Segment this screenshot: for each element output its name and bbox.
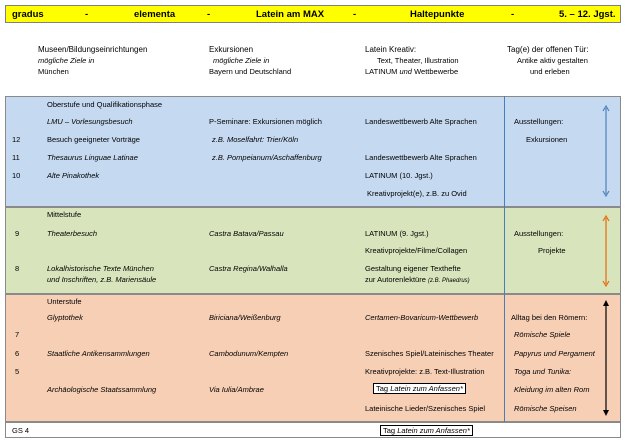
double-arrow-icon xyxy=(600,104,612,198)
header-latein-kreativ-sub1: Text, Theater, Illustration xyxy=(377,56,459,65)
header-tag-sub2: und erleben xyxy=(530,67,570,76)
mittelstufe-heading: Mittelstufe xyxy=(47,210,82,219)
oberstufe-col2-item-1: P-Seminare: Exkursionen möglich xyxy=(209,117,322,126)
oberstufe-col3-item-3: LATINUM (10. Jgst.) xyxy=(365,171,433,180)
mittelstufe-col4-item-2: Projekte xyxy=(538,246,566,255)
unterstufe-col1-item-1: Glyptothek xyxy=(47,313,83,322)
header-museen-sub1: mögliche Ziele in xyxy=(38,56,95,65)
oberstufe-col3-item-1: Landeswettbewerb Alte Sprachen xyxy=(365,117,477,126)
header-tag-sub1: Antike aktiv gestalten xyxy=(517,56,588,65)
header-exkursionen-sub2: Bayern und Deutschland xyxy=(209,67,292,76)
oberstufe-col4-item-2: Exkursionen xyxy=(526,135,568,144)
mittelstufe-col3-item-1: LATINUM (9. Jgst.) xyxy=(365,229,429,238)
oberstufe-col1-item-4: Alte Pinakothek xyxy=(47,171,100,180)
mittelstufe-col1-item-2: Lokalhistorische Texte München xyxy=(47,264,154,273)
mittelstufe-col3-item-3: Gestaltung eigener Texthefte xyxy=(365,264,461,273)
oberstufe-col4-item-1: Ausstellungen: xyxy=(514,117,564,126)
column-separator-oberstufe xyxy=(504,96,505,207)
title-dash-1: - xyxy=(85,9,89,20)
unterstufe-col3-item-5: Lateinische Lieder/Szenisches Spiel xyxy=(365,404,486,413)
title-dash-2: - xyxy=(207,9,211,20)
title-dash-4: - xyxy=(511,9,515,20)
column-separator-mittelstufe xyxy=(504,207,505,294)
oberstufe-col1-item-1: LMU – Vorlesungsbesuch xyxy=(47,117,133,126)
unterstufe-col3-item-1: Certamen-Bovaricum-Wettbewerb xyxy=(365,313,479,322)
unterstufe-grade-5: 5 xyxy=(15,367,20,376)
oberstufe-col1-item-2: Besuch geeigneter Vorträge xyxy=(47,135,140,144)
header-museen-sub2: München xyxy=(38,67,69,76)
unterstufe-col4-item-5: Kleidung im alten Rom xyxy=(514,385,590,394)
title-elementa: elementa xyxy=(134,9,176,20)
header-museen: Museen/Bildungseinrichtungen xyxy=(38,45,148,54)
unterstufe-col4-item-2: Römische Spiele xyxy=(514,330,571,339)
title-latein-am-max: Latein am MAX xyxy=(256,9,325,20)
mittelstufe-col1-item-3: und Inschriften, z.B. Mariensäule xyxy=(47,275,157,284)
mittelstufe-grade-8: 8 xyxy=(15,264,20,273)
header-latein-kreativ: Latein Kreativ: xyxy=(365,45,417,54)
header-exkursionen-sub1: mögliche Ziele in xyxy=(213,56,270,65)
mittelstufe-col2-item-1: Castra Batava/Passau xyxy=(209,229,284,238)
mittelstufe-col2-item-2: Castra Regina/Walhalla xyxy=(209,264,288,273)
double-arrow-icon xyxy=(600,299,612,417)
mittelstufe-col1-item-1: Theaterbesuch xyxy=(47,229,98,238)
oberstufe-col1-item-3: Thesaurus Linguae Latinae xyxy=(47,153,138,162)
header-tag-offene-tuer: Tag(e) der offenen Tür: xyxy=(507,45,589,54)
oberstufe-grade-12: 12 xyxy=(12,135,21,144)
title-haltepunkte: Haltepunkte xyxy=(410,9,465,20)
title-jgst: 5. – 12. Jgst. xyxy=(559,9,616,20)
band-oberstufe xyxy=(5,96,621,207)
mittelstufe-grade-9: 9 xyxy=(15,229,20,238)
unterstufe-col1-item-3: Archäologische Staatssammlung xyxy=(47,385,157,394)
unterstufe-col3-item-2: Szenisches Spiel/Lateinisches Theater xyxy=(365,349,494,358)
mittelstufe-col3-item-4: zur Autorenlektüre (z.B. Phaedrus) xyxy=(365,275,470,284)
title-dash-3: - xyxy=(353,9,357,20)
mittelstufe-col3-item-2: Kreativprojekte/Filme/Collagen xyxy=(365,246,468,255)
oberstufe-col2-item-3: z.B. Pompeianum/Aschaffenburg xyxy=(212,153,322,162)
unterstufe-col4-item-1: Alltag bei den Römern: xyxy=(511,313,588,322)
unterstufe-col4-item-4: Toga und Tunika: xyxy=(514,367,572,376)
unterstufe-col3-item-3: Kreativprojekte: z.B. Text-Illustration xyxy=(365,367,485,376)
mittelstufe-col4-item-1: Ausstellungen: xyxy=(514,229,564,238)
unterstufe-col2-item-2: Cambodunum/Kempten xyxy=(209,349,289,358)
oberstufe-grade-10: 10 xyxy=(12,171,21,180)
double-arrow-icon xyxy=(600,214,612,288)
unterstufe-grade-6: 6 xyxy=(15,349,20,358)
oberstufe-heading: Oberstufe und Qualifikationsphase xyxy=(47,100,163,109)
header-exkursionen: Exkursionen xyxy=(209,45,254,54)
unterstufe-tag-latein-box: Tag Latein zum Anfassen* xyxy=(373,383,466,394)
footer-code: GS 4 xyxy=(12,426,30,435)
header-latein-kreativ-sub2: LATINUM und Wettbewerbe xyxy=(365,67,459,76)
footer xyxy=(5,422,621,438)
unterstufe-col1-item-2: Staatliche Antikensammlungen xyxy=(47,349,150,358)
footer-tag-latein-box: Tag Latein zum Anfassen* xyxy=(380,425,473,436)
unterstufe-col2-item-1: Biriciana/Weißenburg xyxy=(209,313,281,322)
column-separator-unterstufe xyxy=(504,294,505,422)
unterstufe-col4-item-3: Papyrus und Pergament xyxy=(514,349,595,358)
title-gradus: gradus xyxy=(12,9,44,20)
oberstufe-col3-item-2: Landeswettbewerb Alte Sprachen xyxy=(365,153,477,162)
unterstufe-col2-item-3: Via Iulia/Ambrae xyxy=(209,385,264,394)
oberstufe-col3-item-4: Kreativprojekt(e), z.B. zu Ovid xyxy=(367,189,467,198)
unterstufe-col4-item-6: Römische Speisen xyxy=(514,404,577,413)
oberstufe-col2-item-2: z.B. Moselfahrt: Trier/Köln xyxy=(212,135,299,144)
unterstufe-grade-7: 7 xyxy=(15,330,20,339)
oberstufe-grade-11: 11 xyxy=(12,153,20,162)
title-bar xyxy=(5,5,621,23)
unterstufe-heading: Unterstufe xyxy=(47,297,82,306)
